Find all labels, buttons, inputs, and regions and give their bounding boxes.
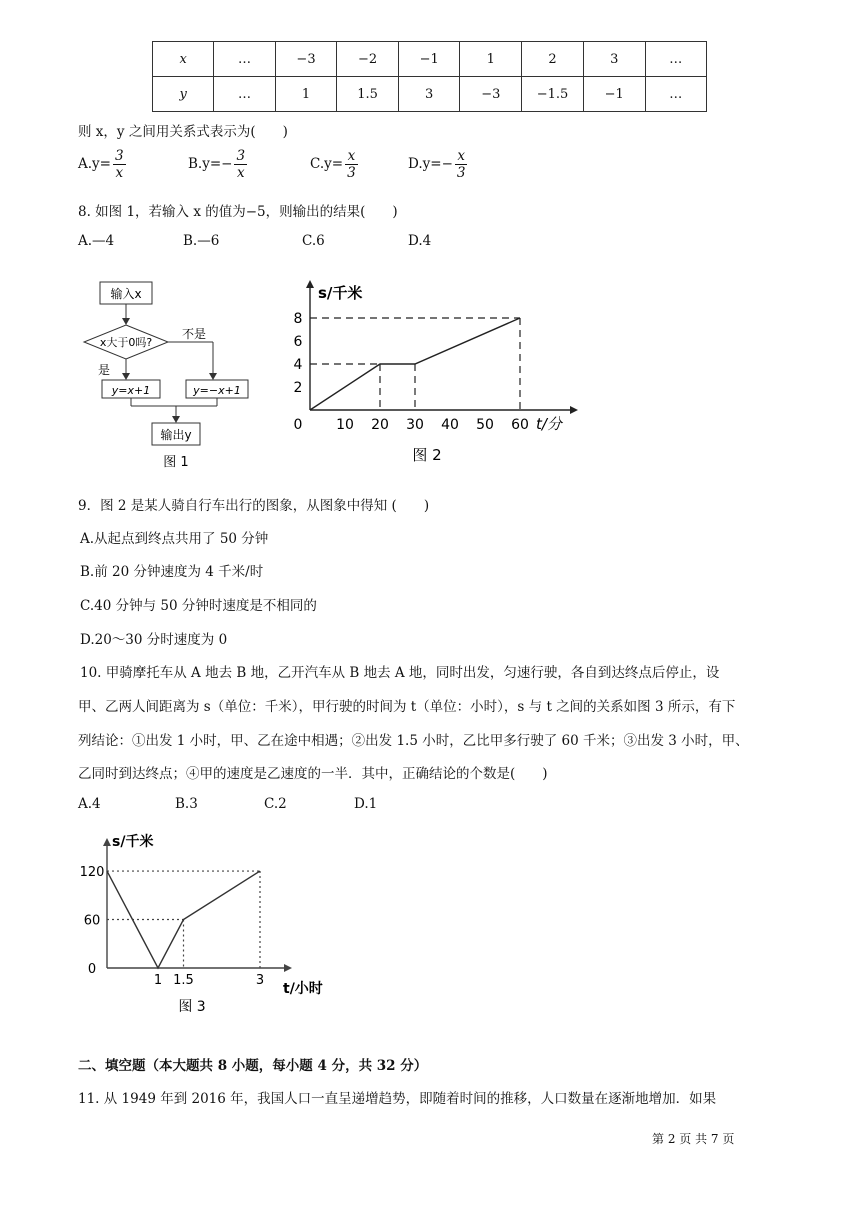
x-tick-label: 0 <box>293 417 303 433</box>
q7-option-d <box>408 148 467 181</box>
table-row-x <box>153 42 707 77</box>
table-cell: −1 <box>398 42 460 77</box>
table-cell: −3 <box>275 42 337 77</box>
q7-option-a <box>78 148 126 181</box>
q8-option-d: D.4 <box>408 233 432 249</box>
x-tick-label: 50 <box>476 417 494 433</box>
numerator: 3 <box>114 148 124 164</box>
series-line <box>107 871 260 968</box>
table-cell: … <box>214 42 275 77</box>
arrowhead <box>122 318 130 325</box>
y-tick-label: 8 <box>293 311 303 327</box>
option-prefix: C.y= <box>310 156 344 172</box>
fraction <box>234 148 247 181</box>
x-axis-label: t/小时 <box>283 981 323 997</box>
figure-3-chart <box>72 826 342 1020</box>
axes <box>103 838 292 972</box>
table-cell: 1.5 <box>337 77 399 112</box>
q7-stem: 则 x，y 之间用关系式表示为( ) <box>78 124 288 140</box>
x-tick-label: 40 <box>441 417 459 433</box>
x-tick-label: 1 <box>153 973 163 988</box>
flow-output-label: 输出y <box>160 428 192 442</box>
flow-decision-label: x大于0吗? <box>99 336 153 349</box>
q10-option-d: D.1 <box>354 796 378 812</box>
flow-left-formula: y=x+1 <box>111 384 151 397</box>
fraction <box>455 148 468 181</box>
numerator: x <box>455 148 468 165</box>
q10-option-b: B.3 <box>175 796 198 812</box>
table-cell: 2 <box>522 42 584 77</box>
figure-3-caption: 图 3 <box>178 999 206 1015</box>
q10-option-a: A.4 <box>78 796 101 812</box>
q10-line-2: 甲、乙两人间距离为 s（单位：千米），甲行驶的时间为 t（单位：小时），s 与 t 之间的关系如图 3 所示，有下 <box>78 699 736 715</box>
fraction <box>345 148 358 181</box>
denominator: x <box>236 165 245 181</box>
table-cell: 3 <box>398 77 460 112</box>
flow-input-label: 输入x <box>110 287 142 301</box>
flow-right-formula: y=−x+1 <box>193 384 241 397</box>
numerator: 3 <box>236 148 246 164</box>
x-tick-label: 20 <box>371 417 389 433</box>
table-row-y <box>153 77 707 112</box>
y-tick-label: 60 <box>83 913 101 929</box>
x-tick-label: 10 <box>336 417 354 433</box>
arrowhead <box>122 373 130 380</box>
table-cell: 1 <box>275 77 337 112</box>
y-axis-label: s/千米 <box>112 834 154 850</box>
option-prefix: D.y=− <box>408 156 453 172</box>
table-cell: x <box>153 42 214 77</box>
y-tick-label: 0 <box>87 962 97 977</box>
table-cell: y <box>153 77 214 112</box>
figure-1-flowchart <box>76 278 262 474</box>
arrowhead <box>209 373 217 380</box>
q9-stem: 9．图 2 是某人骑自行车出行的图象，从图象中得知 ( ) <box>78 498 430 514</box>
fraction <box>113 148 126 181</box>
denominator: 3 <box>456 165 466 181</box>
numerator: x <box>345 148 358 165</box>
q10-line-4: 乙同时到达终点；④甲的速度是乙速度的一半．其中，正确结论的个数是( ) <box>78 766 548 782</box>
denominator: x <box>115 165 124 181</box>
q8-stem: 8. 如图 1，若输入 x 的值为−5，则输出的结果( ) <box>78 204 398 220</box>
flow-no-label: 不是 <box>182 327 207 341</box>
table-cell: −1.5 <box>522 77 584 112</box>
figure-2-caption: 图 2 <box>412 446 442 464</box>
x-axis-label: t/分 <box>536 415 562 433</box>
x-tick-label: 3 <box>255 973 265 988</box>
table-cell: −3 <box>460 77 522 112</box>
y-tick-label: 4 <box>293 357 303 373</box>
table-cell: −1 <box>583 77 645 112</box>
q9-option-b: B.前 20 分钟速度为 4 千米/时 <box>80 564 264 580</box>
q9-option-d: D.20～30 分时速度为 0 <box>80 632 228 648</box>
series-line <box>310 318 520 410</box>
x-axis-arrow <box>284 964 292 972</box>
y-tick-label: 6 <box>293 334 303 350</box>
q10-option-c: C.2 <box>264 796 287 812</box>
option-prefix: A.y= <box>78 156 111 172</box>
q10-line-3: 列结论：①出发 1 小时，甲、乙在途中相遇；②出发 1.5 小时，乙比甲多行驶了 60 千米；③出发 3 小时，甲、 <box>78 733 749 749</box>
y-tick-label: 2 <box>293 380 303 396</box>
table-cell: … <box>214 77 275 112</box>
table-cell: 1 <box>460 42 522 77</box>
figure-1-caption: 图 1 <box>163 455 189 470</box>
y-axis-label: s/千米 <box>318 284 363 302</box>
page-footer: 第 2 页 共 7 页 <box>652 1132 735 1146</box>
q7-option-b <box>188 148 247 181</box>
arrowhead <box>172 416 180 423</box>
q7-option-c <box>310 148 358 181</box>
option-prefix: B.y=− <box>188 156 233 172</box>
figure-2-chart <box>282 276 582 470</box>
xy-value-table <box>152 41 707 112</box>
table-cell: … <box>645 42 706 77</box>
x-tick-label: 1.5 <box>173 973 194 988</box>
section-2-heading: 二、填空题（本大题共 8 小题，每小题 4 分，共 32 分） <box>78 1058 428 1074</box>
x-axis-arrow <box>570 406 578 414</box>
q9-option-c: C.40 分钟与 50 分钟时速度是不相同的 <box>80 598 317 614</box>
y-axis-arrow <box>306 280 314 288</box>
table-cell: 3 <box>583 42 645 77</box>
y-axis-arrow <box>103 838 111 846</box>
q8-option-b: B.—6 <box>183 233 220 249</box>
q8-option-c: C.6 <box>302 233 325 249</box>
q10-line-1: 10. 甲骑摩托车从 A 地去 B 地，乙开汽车从 B 地去 A 地，同时出发，匀速行驶，各自到达终点后停止，设 <box>80 665 720 681</box>
denominator: 3 <box>347 165 356 181</box>
q8-option-a: A.—4 <box>78 233 115 249</box>
x-tick-label: 30 <box>406 417 424 433</box>
table-cell: −2 <box>337 42 399 77</box>
q11-text: 11. 从 1949 年到 2016 年，我国人口一直呈递增趋势，即随着时间的推移，人口数量在逐渐地增加．如果 <box>78 1091 717 1107</box>
q9-option-a: A.从起点到终点共用了 50 分钟 <box>80 531 269 547</box>
table-cell: … <box>645 77 706 112</box>
x-tick-label: 60 <box>511 417 529 433</box>
y-tick-label: 120 <box>79 865 105 881</box>
flow-yes-label: 是 <box>98 363 111 377</box>
